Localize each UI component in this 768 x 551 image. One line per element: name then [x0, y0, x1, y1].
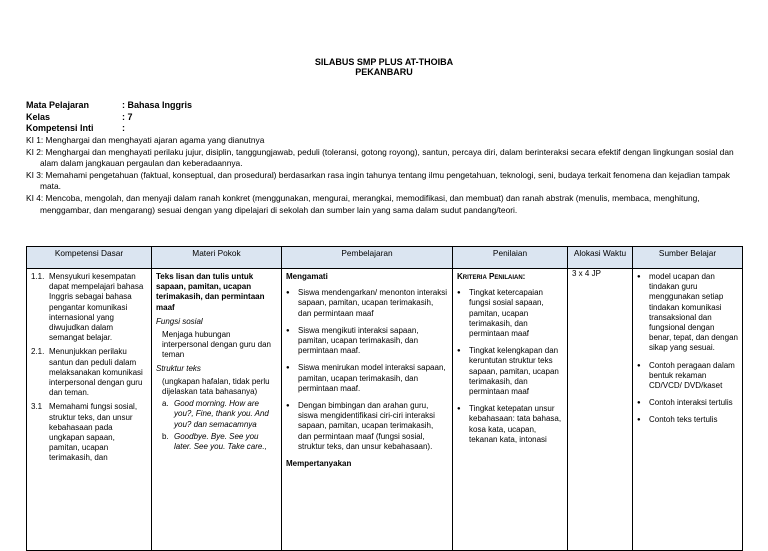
- table-header-row: [27, 247, 743, 269]
- cell-pembelajaran: [282, 269, 453, 551]
- meta-key: Kelas: [26, 111, 51, 122]
- penilaian-list: [457, 288, 563, 445]
- list-item: ● Siswa mendengarkan/ menonton interaksi sapaan, pamitan, ucapan terimakasih, dan permintaan maaf: [286, 288, 448, 319]
- kompetensi-inti-list: [26, 135, 742, 216]
- kd-number: 2.1.: [31, 347, 45, 357]
- meta-row-kelas: [26, 112, 192, 124]
- list-item: [31, 402, 147, 463]
- cell-sumber-belajar: [633, 269, 743, 551]
- meta-key: Mata Pelajaran: [26, 100, 90, 110]
- fungsi-sosial-label: Fungsi sosial: [156, 316, 203, 326]
- cell-materi-pokok: [152, 269, 282, 551]
- meta-row-mapel: [26, 100, 192, 112]
- meta-key: Kompetensi Inti: [26, 123, 94, 133]
- list-item: ● Siswa menirukan model interaksi sapaan, pamitan, ucapan terimakasih, dan permintaan maaf.: [286, 363, 448, 394]
- header-kompetensi-dasar: Kompetensi Dasar: [27, 247, 152, 269]
- meta-value: : 7: [122, 111, 133, 122]
- list-item: ● Contoh interaksi tertulis: [637, 398, 738, 408]
- struktur-teks-text: (ungkapan hafalan, tidak perlu dijelaskan tata bahasanya): [162, 376, 270, 397]
- list-item: ● Dengan bimbingan dan arahan guru, siswa mengidentifikasi ciri-ciri interaksi sapaan, pamitan, ucapan terimakasih, dan permintaan maaf (fungsi sosial, struktur teks, dan unsur kebahasaan).: [286, 401, 448, 452]
- header-alokasi-waktu: Alokasi Waktu: [568, 247, 633, 269]
- ki-item-3: KI 3: Memahami pengetahuan (faktual, konseptual, dan prosedural) berdasarkan rasa ingin tahunya tentang ilmu pengetahuan, teknologi, seni, budaya terkait fenomena dan kejadian tampak mata.: [26, 169, 730, 192]
- mengamati-heading: Mengamati: [286, 272, 328, 281]
- kd-text: Menunjukkan perilaku santun dan peduli dalam melaksanakan komunikasi interpersonal dengan guru dan teman.: [49, 347, 143, 398]
- list-item: ● Siswa mengikuti interaksi sapaan, pamitan, ucapan terimakasih, dan permintaan maaf.: [286, 326, 448, 357]
- meta-block: [26, 100, 192, 135]
- list-item: ● model ucapan dan tindakan guru menggunakan setiap tindakan komunikasi transaksional dan fungsional dengan benar, tepat, dan dengan sikap yang sesuai.: [637, 272, 738, 354]
- kd-number: 1.1.: [31, 272, 45, 281]
- list-item: ● Contoh teks tertulis: [637, 415, 738, 425]
- cell-penilaian: [453, 269, 568, 551]
- example-item: [156, 432, 277, 452]
- alokasi-value: 3 x 4 JP: [572, 269, 601, 278]
- sumber-list: [637, 272, 738, 426]
- silabus-table: [26, 246, 743, 551]
- ki-item-1: KI 1: Menghargai dan menghayati ajaran agama yang dianutnya: [26, 135, 265, 145]
- cell-alokasi-waktu: [568, 269, 633, 551]
- header-materi-pokok: Materi Pokok: [152, 247, 282, 269]
- meta-value: : Bahasa Inggris: [122, 100, 193, 110]
- meta-value: :: [122, 123, 125, 133]
- table-row: [27, 269, 743, 551]
- ki-item-4: KI 4: Mencoba, mengolah, dan menyaji dalam ranah konkret (menggunakan, mengurai, merangkai, memodifikasi, dan membuat) dan ranah abstrak (menulis, membaca, menghitung, menggambar, dan mengarang) sesuai dengan yang dipelajari di sekolah dan sumber lain yang sama dalam sudut pandang/teori.: [26, 192, 700, 215]
- document-subtitle: PEKANBARU: [355, 67, 413, 77]
- kd-text: Memahami fungsi sosial, struktur teks, dan unsur kebahasaan pada ungkapan sapaan, pamitan, ucapan terimakasih, dan: [49, 402, 138, 463]
- list-item: ● Tingkat kelengkapan dan keruntutan struktur teks sapaan, pamitan, ucapan terimakasih, dan permintaan maaf: [457, 346, 563, 397]
- kriteria-heading: Kriteria Penilaian:: [457, 272, 526, 281]
- ki-item-2: KI 2: Menghargai dan menghayati perilaku jujur, disiplin, tanggungjawab, peduli (toleransi, gotong royong), santun, percaya diri, dalam berinteraksi secara efektif dengan lingkungan sosial dan alam dalam jangkauan pergaulan dan keberadaannya.: [26, 146, 734, 169]
- document-title: SILABUS SMP PLUS AT-THOIBA: [314, 57, 454, 67]
- list-item: ● Contoh peragaan dalam bentuk rekaman CD/VCD/ DVD/kaset: [637, 361, 738, 392]
- fungsi-sosial-text: Menjaga hubungan interpersonal dengan guru dan teman: [162, 330, 271, 360]
- example-item: [156, 399, 277, 430]
- example-text: Good morning. How are you?, Fine, thank you. And you? dan semacamnya: [174, 399, 269, 429]
- example-text: Goodbye. Bye. See you later. See you. Take care.,: [174, 431, 267, 452]
- struktur-teks-label: Struktur teks: [156, 363, 201, 373]
- kd-text: Mensyukuri kesempatan dapat mempelajari bahasa Inggris sebagai bahasa pengantar komunikasi internasional yang diwujudkan dalam semangat belajar.: [49, 272, 144, 343]
- list-item: ● Tingkat ketepatan unsur kebahasaan: tata bahasa, kosa kata, ucapan, tekanan kata, intonasi: [457, 404, 563, 445]
- pembelajaran-list: [286, 288, 448, 452]
- list-item: ● Tingkat ketercapaian fungsi sosial sapaan, pamitan, ucapan terimakasih, dan permintaan maaf: [457, 288, 563, 339]
- header-penilaian: Penilaian: [453, 247, 568, 269]
- list-item: [31, 347, 147, 398]
- example-letter: a.: [162, 399, 169, 409]
- header-pembelajaran: Pembelajaran: [282, 247, 453, 269]
- example-letter: b.: [162, 431, 169, 441]
- mempertanyakan-heading: Mempertanyakan: [286, 459, 352, 469]
- meta-row-ki: [26, 123, 192, 135]
- list-item: [31, 272, 147, 343]
- cell-kompetensi-dasar: [27, 269, 152, 551]
- kd-number: 3.1: [31, 402, 43, 412]
- kd-list: [31, 272, 147, 464]
- header-sumber-belajar: Sumber Belajar: [633, 247, 743, 269]
- materi-heading: Teks lisan dan tulis untuk sapaan, pamitan, ucapan terimakasih, dan permintaan maaf: [156, 272, 265, 312]
